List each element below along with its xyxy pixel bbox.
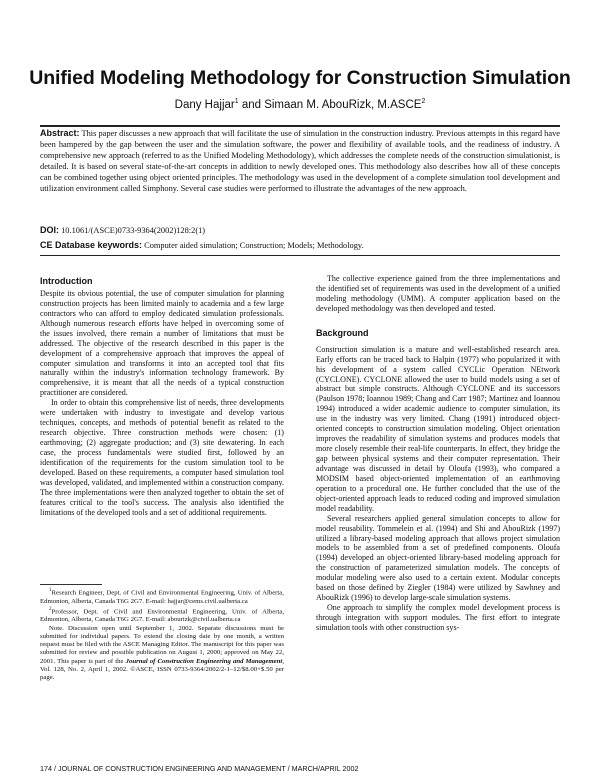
- journal-name: Journal of Construction Engineering and Management: [125, 657, 283, 665]
- author-hajjar: Dany Hajjar: [174, 98, 235, 111]
- author-abourizk: Simaan M. AbouRizk, M.ASCE: [264, 98, 422, 111]
- keywords-line: [40, 240, 560, 250]
- author2-footnote-mark: 2: [421, 98, 426, 105]
- author-line: [0, 98, 600, 111]
- abstract-bottom-rule: [40, 255, 560, 256]
- editorial-note-text: Note. Discussion open until September 1, 2002. Separate discussions must be submitted for individual papers. To extend the closing date by one month, a written request must be filed with the ASCE Managing Editor. The manuscript for this paper was submitted for review and possible publication on August 1, 2000; approved on May 22, 2001. This paper is part of the: [40, 624, 284, 665]
- footnote-rule: [40, 584, 102, 585]
- keywords-label: CE Database keywords:: [40, 240, 143, 250]
- intro-paragraph-1: Despite its obvious potential, the use of computer simulation for planning construction projects has been limited mainly to academia and a few large contractors who can afford to employ dedicated simulation professionals. Although numerous research efforts have helped in overcoming some of the issues involved, there remain a number of limitations that must be addressed. The objective of the research described in this paper is the development of a comprehensive approach that improves the appeal of computer simulation and transforms it into an accepted tool that fits naturally within the industry's information technology framework. By comprehensive, it is meant that all the needs of a typical construction practitioner are considered.: [40, 288, 284, 398]
- doi-line: [40, 225, 560, 235]
- author-conjunction: and: [238, 98, 265, 111]
- footnote-1: [40, 587, 284, 606]
- background-heading: Background: [316, 327, 369, 338]
- background-paragraph-2: Several researchers applied general simulation concepts to allow for model reusability. Tommelein et al. (1994) and Shi and AbouRizk (1997) utilized a library-based modeling approach that allows project simulation models to be assembled from a set of predefined components. Oloufa (1994) developed an object-oriented library-based modeling approach for the construction of parameterized simulation models. The concepts of modular modeling were also used to a certain extent. Modular concepts based on those defined by Ziegler (1984) were utilized by Sawhney and AbouRizk (1996) to develop large-scale simulation systems.: [316, 513, 560, 603]
- footnote-1-mark: 1: [49, 588, 52, 593]
- intro-heading: Introduction: [40, 276, 93, 286]
- keywords-value: Computer aided simulation; Construction; Models; Methodology.: [144, 241, 364, 250]
- left-column: [40, 277, 284, 518]
- abstract-top-rule: [40, 125, 560, 127]
- background-paragraph-3: One approach to simplify the complex model development process is through integration with support modules. The first effort to integrate simulation tools with other construction sys-: [316, 603, 560, 632]
- abstract-text: This paper discusses a new approach that will facilitate the use of simulation in the construction industry. Previous attempts in this regard have been hampered by the gap between the user and the simulation software, the power and flexibility of available tools, and the readiness of industry. A comprehensive new approach (referred to as the Unified Modeling Methodology), which addresses the complete needs of the construction simulationist, is detailed. It is based on several state-of-the-art concepts in addition to newly developed ones. This methodology also describes how all of these concepts can be combined together using object oriented principles. The methodology was used in the development of a complete simulation tool development and utilization environment called Simphony. Several case studies were performed to illustrate the advantages of the new approach.: [40, 129, 560, 193]
- footnote-1-text: Research Engineer, Dept. of Civil and Environmental Engineering, Univ. of Alberta, Edmonton, Alberta, Canada T6G 2G7. E-mail: hajjar@cems.civil.ualberta.ca: [40, 589, 284, 605]
- footnote-2-mark: 2: [49, 606, 52, 612]
- editorial-note-end: , Vol. 128, No. 2, April 1, 2002. ©ASCE, ISSN 0733-9364/2002/2-1–12/$8.00+$.50 per page.: [40, 657, 284, 681]
- doi-value: 10.1061/(ASCE)0733-9364(2002)128:2(1): [61, 226, 206, 235]
- author1-footnote-mark: 1: [234, 98, 239, 105]
- right-column: [316, 274, 560, 633]
- abstract-label: Abstract:: [40, 128, 80, 138]
- abstract: [40, 128, 560, 194]
- doi-label: DOI:: [40, 225, 59, 235]
- footnotes: [40, 587, 284, 682]
- background-paragraph-1: Construction simulation is a mature and well-established research area. Early efforts can be traced back to Halpin (1977) who popularized it with his development of a system called CYCLic Operation NEtwork (CYCLONE). CYCLONE allowed the user to build models using a set of abstract but simple constructs. Although CYCLONE and its successors (Paulson 1978; Ioannou 1989; Chang and Carr 1987; Martinez and Ioannou 1994) introduced a wider academic audience to computer simulation, its use in the industry was very limited. Chang (1991) introduced object-oriented concepts to construction simulation modeling. Object orientation improves the readability of simulation systems and produces models that more closely resemble their real-life counterparts. In effect, they bridge the gap between physical systems and their computer representation. Their advantage was discussed in detail by Oloufa (1993), who compared a MODSIM based object-oriented implementation of an earthmoving operation to a procedural one. He further concluded that the use of the object-oriented approach leads to reduced coding and improved simulation model readability.: [316, 344, 560, 513]
- intro-paragraph-2: In order to obtain this comprehensive list of needs, three developments were undertaken with industry to investigate and develop various techniques, concepts, and methods of potential benefit as related to the research objective. Three construction methods were chosen: (1) earthmoving; (2) aggregate production; and (3) site dewatering. In each case, the process fundamentals were studied first, followed by an identification of the requirements for the custom simulation tool to be developed. Based on these requirements, a computer based simulation tool was developed, validated, and implemented within a construction company. The three implementations were then analyzed together to obtain the set of features critical to the tool's success. The analysis also identified the limitations of the developed tools and a set of additional requirements.: [40, 398, 284, 517]
- page-footer: 174 / JOURNAL OF CONSTRUCTION ENGINEERING AND MANAGEMENT / MARCH/APRIL 2002: [40, 764, 359, 773]
- editorial-note: [40, 625, 284, 683]
- paper-title: Unified Modeling Methodology for Construction Simulation: [29, 67, 571, 89]
- footnote-2: [40, 606, 284, 625]
- right-paragraph-intro: The collective experience gained from the three implementations and the identified set of requirements was used in the development of a unified modeling methodology (UMM). A computer application based on the developed methodology was then developed and tested.: [316, 274, 560, 313]
- footnote-2-text: Professor, Dept. of Civil and Environmental Engineering, Univ. of Alberta, Edmonton, Alberta, Canada T6G 2G7. E-mail: abourizk@civil.ualberta.ca: [40, 608, 284, 624]
